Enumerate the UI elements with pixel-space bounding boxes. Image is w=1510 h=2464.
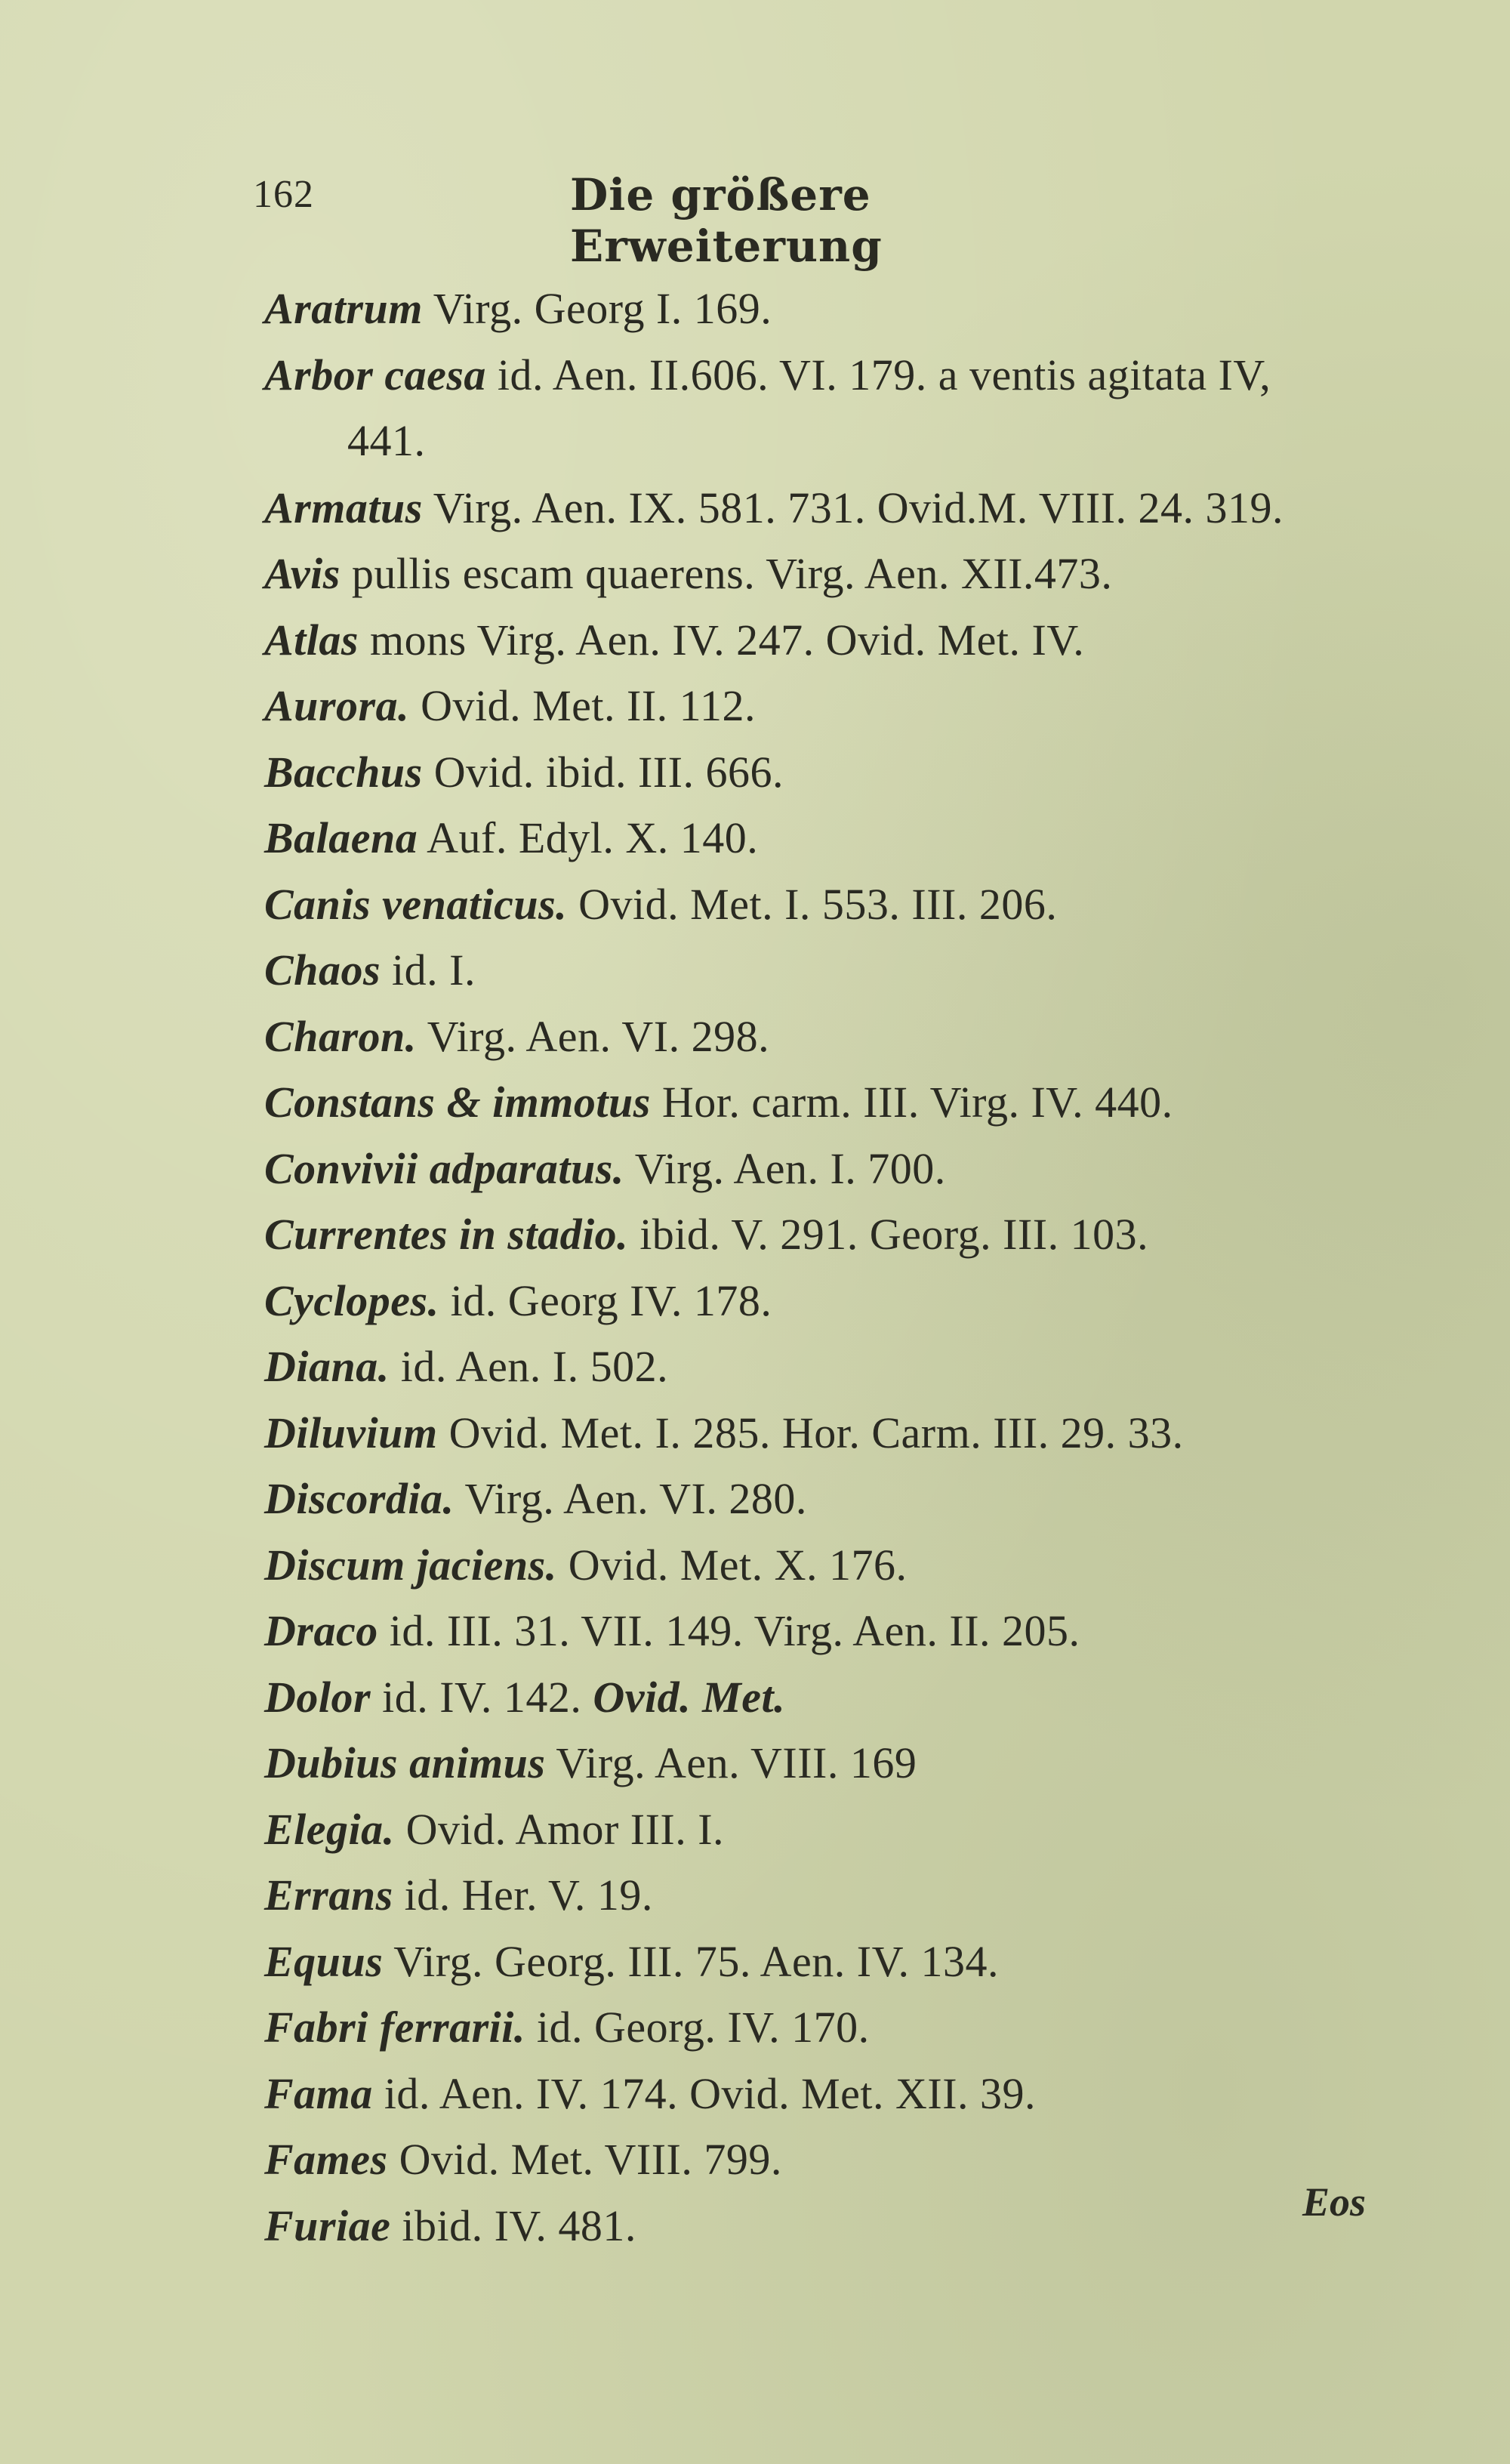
index-entry [264,2061,1382,2127]
entry-ref: Ovid. Amor III. I. [394,1804,725,1854]
entry-ref-continuation: 441. [347,416,426,465]
entry-term: Diana. [264,1342,390,1391]
index-entry [264,1796,1382,1863]
catchword: Eos [1302,2179,1367,2225]
entry-ref: id. III. 31. VII. 149. Virg. Aen. II. 205. [378,1606,1080,1655]
index-entry [264,1598,1382,1664]
index-entry [264,1400,1382,1466]
entry-term: Constans & immotus [264,1078,651,1127]
index-entries [264,276,1382,2259]
index-entry [264,1730,1382,1796]
entry-ref: Hor. carm. III. Virg. IV. 440. [650,1078,1173,1127]
entry-term: Avis [264,549,341,598]
entry-term: Chaos [264,945,381,995]
entry-ref: id. Aen. IV. 174. Ovid. Met. XII. 39. [372,2068,1037,2118]
entry-ref: Virg. Georg. III. 75. Aen. IV. 134. [383,1936,1000,1986]
entry-ref: Virg. Aen. IX. 581. 731. Ovid.M. VIII. 24. 319. [422,483,1284,532]
entry-term: Fabri ferrarii. [264,2003,525,2052]
entry-ref: Virg. Aen. VIII. 169 [545,1738,917,1787]
index-entry [264,1201,1382,1268]
entry-ref: id. I. [381,945,476,995]
entry-ref: pullis escam quaerens. Virg. Aen. XII.473. [340,549,1113,598]
entry-ref: id. Aen. II.606. VI. 179. a ventis agitata IV, [485,350,1271,399]
entry-ref: id. Georg. IV. 170. [525,2003,870,2052]
entry-term: Convivii adparatus. [264,1143,624,1193]
entry-term: Dubius animus [264,1738,546,1787]
index-entry [264,1532,1382,1599]
index-entry [264,1069,1382,1136]
index-entry [264,805,1382,871]
entry-ref: ibid. IV. 481. [390,2200,636,2250]
entry-ref: Virg. Aen. VI. 280. [454,1474,807,1523]
entry-term-secondary: Ovid. Met. [593,1672,786,1722]
index-entry [264,1929,1382,1995]
index-entry [264,2126,1382,2193]
entry-ref: id. Her. V. 19. [393,1870,653,1920]
entry-term: Currentes in stadio. [264,1210,629,1259]
entry-ref: Ovid. Met. X. 176. [556,1540,908,1590]
entry-term: Discum jaciens. [264,1540,557,1590]
entry-ref: id. Georg IV. 178. [439,1275,772,1325]
index-entry [264,541,1382,607]
index-entry [264,1004,1382,1070]
entry-ref: Ovid. Met. II. 112. [409,681,756,730]
entry-term: Equus [264,1936,384,1986]
index-entry [264,937,1382,1004]
entry-term: Elegia. [264,1804,395,1854]
running-head: Die größere Erweiterung [570,169,883,272]
entry-term: Diluvium [264,1408,438,1457]
index-entry [264,1994,1382,2061]
entry-ref: Virg. Georg I. 169. [422,284,772,333]
entry-term: Charon. [264,1011,417,1061]
index-entry [264,607,1382,674]
index-entry [264,1862,1382,1929]
index-entry [264,1334,1382,1400]
entry-ref: Auf. Edyl. X. 140. [418,813,759,862]
index-entry [264,739,1382,806]
index-entry [264,1268,1382,1334]
entry-ref: Ovid. Met. VIII. 799. [387,2135,782,2184]
entry-term: Bacchus [264,747,423,797]
index-entry [264,1466,1382,1532]
entry-term: Atlas [264,615,359,665]
index-entry [264,1136,1382,1202]
entry-ref: id. Aen. I. 502. [389,1342,669,1391]
entry-ref: ibid. V. 291. Georg. III. 103. [628,1210,1149,1259]
entry-ref: Ovid. Met. I. 285. Hor. Carm. III. 29. 33. [437,1408,1184,1457]
entry-term: Dolor [264,1672,371,1722]
entry-ref: Virg. Aen. I. 700. [624,1143,946,1193]
index-entry [264,475,1382,541]
entry-ref: mons Virg. Aen. IV. 247. Ovid. Met. IV. [359,615,1085,665]
index-entry [264,871,1382,938]
entry-ref: Virg. Aen. VI. 298. [416,1011,770,1061]
entry-ref: Ovid. ibid. III. 666. [422,747,784,797]
index-entry [264,276,1382,342]
index-entry [264,342,1382,475]
index-entry [264,1664,1382,1731]
entry-term: Discordia. [264,1474,455,1523]
entry-ref: Ovid. Met. I. 553. III. 206. [567,879,1058,929]
entry-term: Fames [264,2135,388,2184]
entry-term: Arbor caesa [264,350,486,399]
entry-term: Aurora. [264,681,410,730]
entry-term: Furiae [264,2200,391,2250]
index-entry [264,2193,1382,2259]
entry-term: Canis venaticus. [264,879,568,929]
entry-term: Errans [264,1870,393,1920]
entry-term: Armatus [264,483,423,532]
entry-term: Fama [264,2068,373,2118]
page-number: 162 [253,173,314,216]
entry-ref: id. IV. 142. [371,1672,593,1722]
entry-term: Balaena [264,813,418,862]
entry-term: Cyclopes. [264,1275,439,1325]
entry-term: Aratrum [264,284,423,333]
page-header [253,169,1106,272]
index-entry [264,673,1382,739]
entry-term: Draco [264,1606,378,1655]
